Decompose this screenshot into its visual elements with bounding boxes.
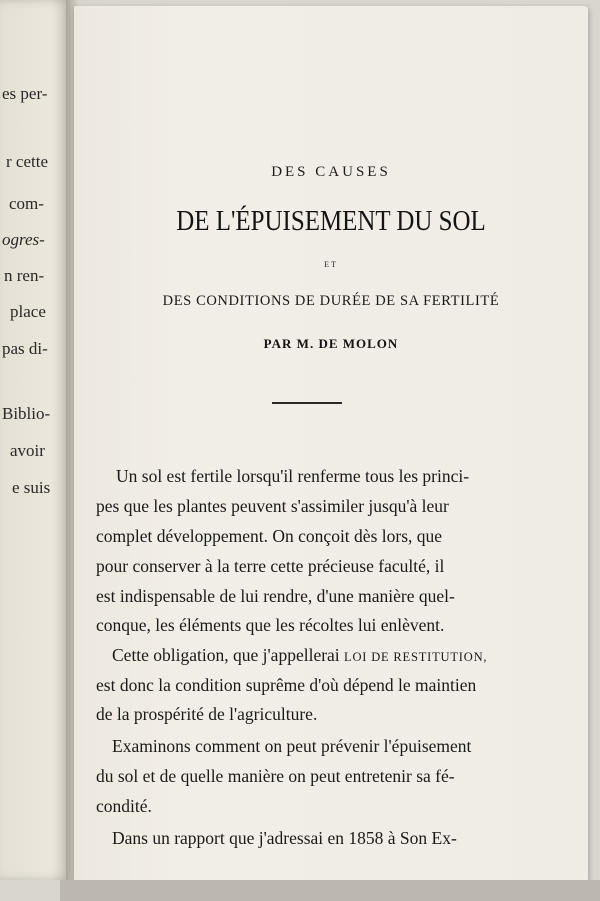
left-page-line: es per- (2, 84, 48, 103)
left-page-line: avoir (10, 441, 45, 460)
left-page-line: pas di- (2, 339, 48, 358)
left-page (0, 0, 72, 880)
left-page-line: r cette (6, 152, 48, 171)
body-line: est donc la condition suprême d'où dépend le maintien (96, 675, 477, 695)
heading-line-3: DES CONDITIONS DE DURÉE DE SA FERTILITÉ (162, 293, 500, 309)
body-line: condité. (96, 796, 152, 816)
body-line: du sol et de quelle manière on peut entretenir sa fé- (96, 766, 455, 786)
heading-connector: ET (324, 260, 338, 269)
body-line: conque, les éléments que les récoltes lui enlèvent. (96, 615, 445, 635)
author-line: PAR M. DE MOLON (263, 336, 399, 351)
body-text: Cette obligation, que j'appellerai (112, 645, 340, 665)
heading-line-2: DE L'ÉPUISEMENT DU SOL (176, 205, 486, 237)
heading-line-1: DES CAUSES (271, 164, 391, 180)
body-line: pour conserver à la terre cette précieuse faculté, il (96, 556, 445, 576)
right-page (74, 6, 588, 882)
left-page-line: place (10, 302, 46, 321)
left-page-line: e suis (12, 478, 51, 497)
body-line-with-term (112, 645, 487, 666)
page-edge-shadow (60, 880, 600, 901)
body-line: complet développement. On conçoit dès lors, que (96, 526, 443, 546)
left-page-line: com- (9, 194, 44, 213)
left-page-line: Biblio- (2, 404, 51, 423)
left-page-line: ogres- (2, 230, 45, 249)
body-line: pes que les plantes peuvent s'assimiler jusqu'à leur (96, 496, 449, 516)
ornamental-rule (272, 402, 342, 404)
body-line: Examinons comment on peut prévenir l'épuisement (112, 736, 472, 756)
left-page-line: n ren- (4, 266, 45, 285)
smallcaps-term: LOI DE RESTITUTION, (344, 650, 488, 664)
body-line: de la prospérité de l'agriculture. (96, 704, 318, 724)
body-line: Dans un rapport que j'adressai en 1858 à Son Ex- (112, 828, 457, 848)
body-line: est indispensable de lui rendre, d'une manière quel- (96, 586, 455, 606)
body-line: Un sol est fertile lorsqu'il renferme tous les princi- (116, 466, 470, 486)
